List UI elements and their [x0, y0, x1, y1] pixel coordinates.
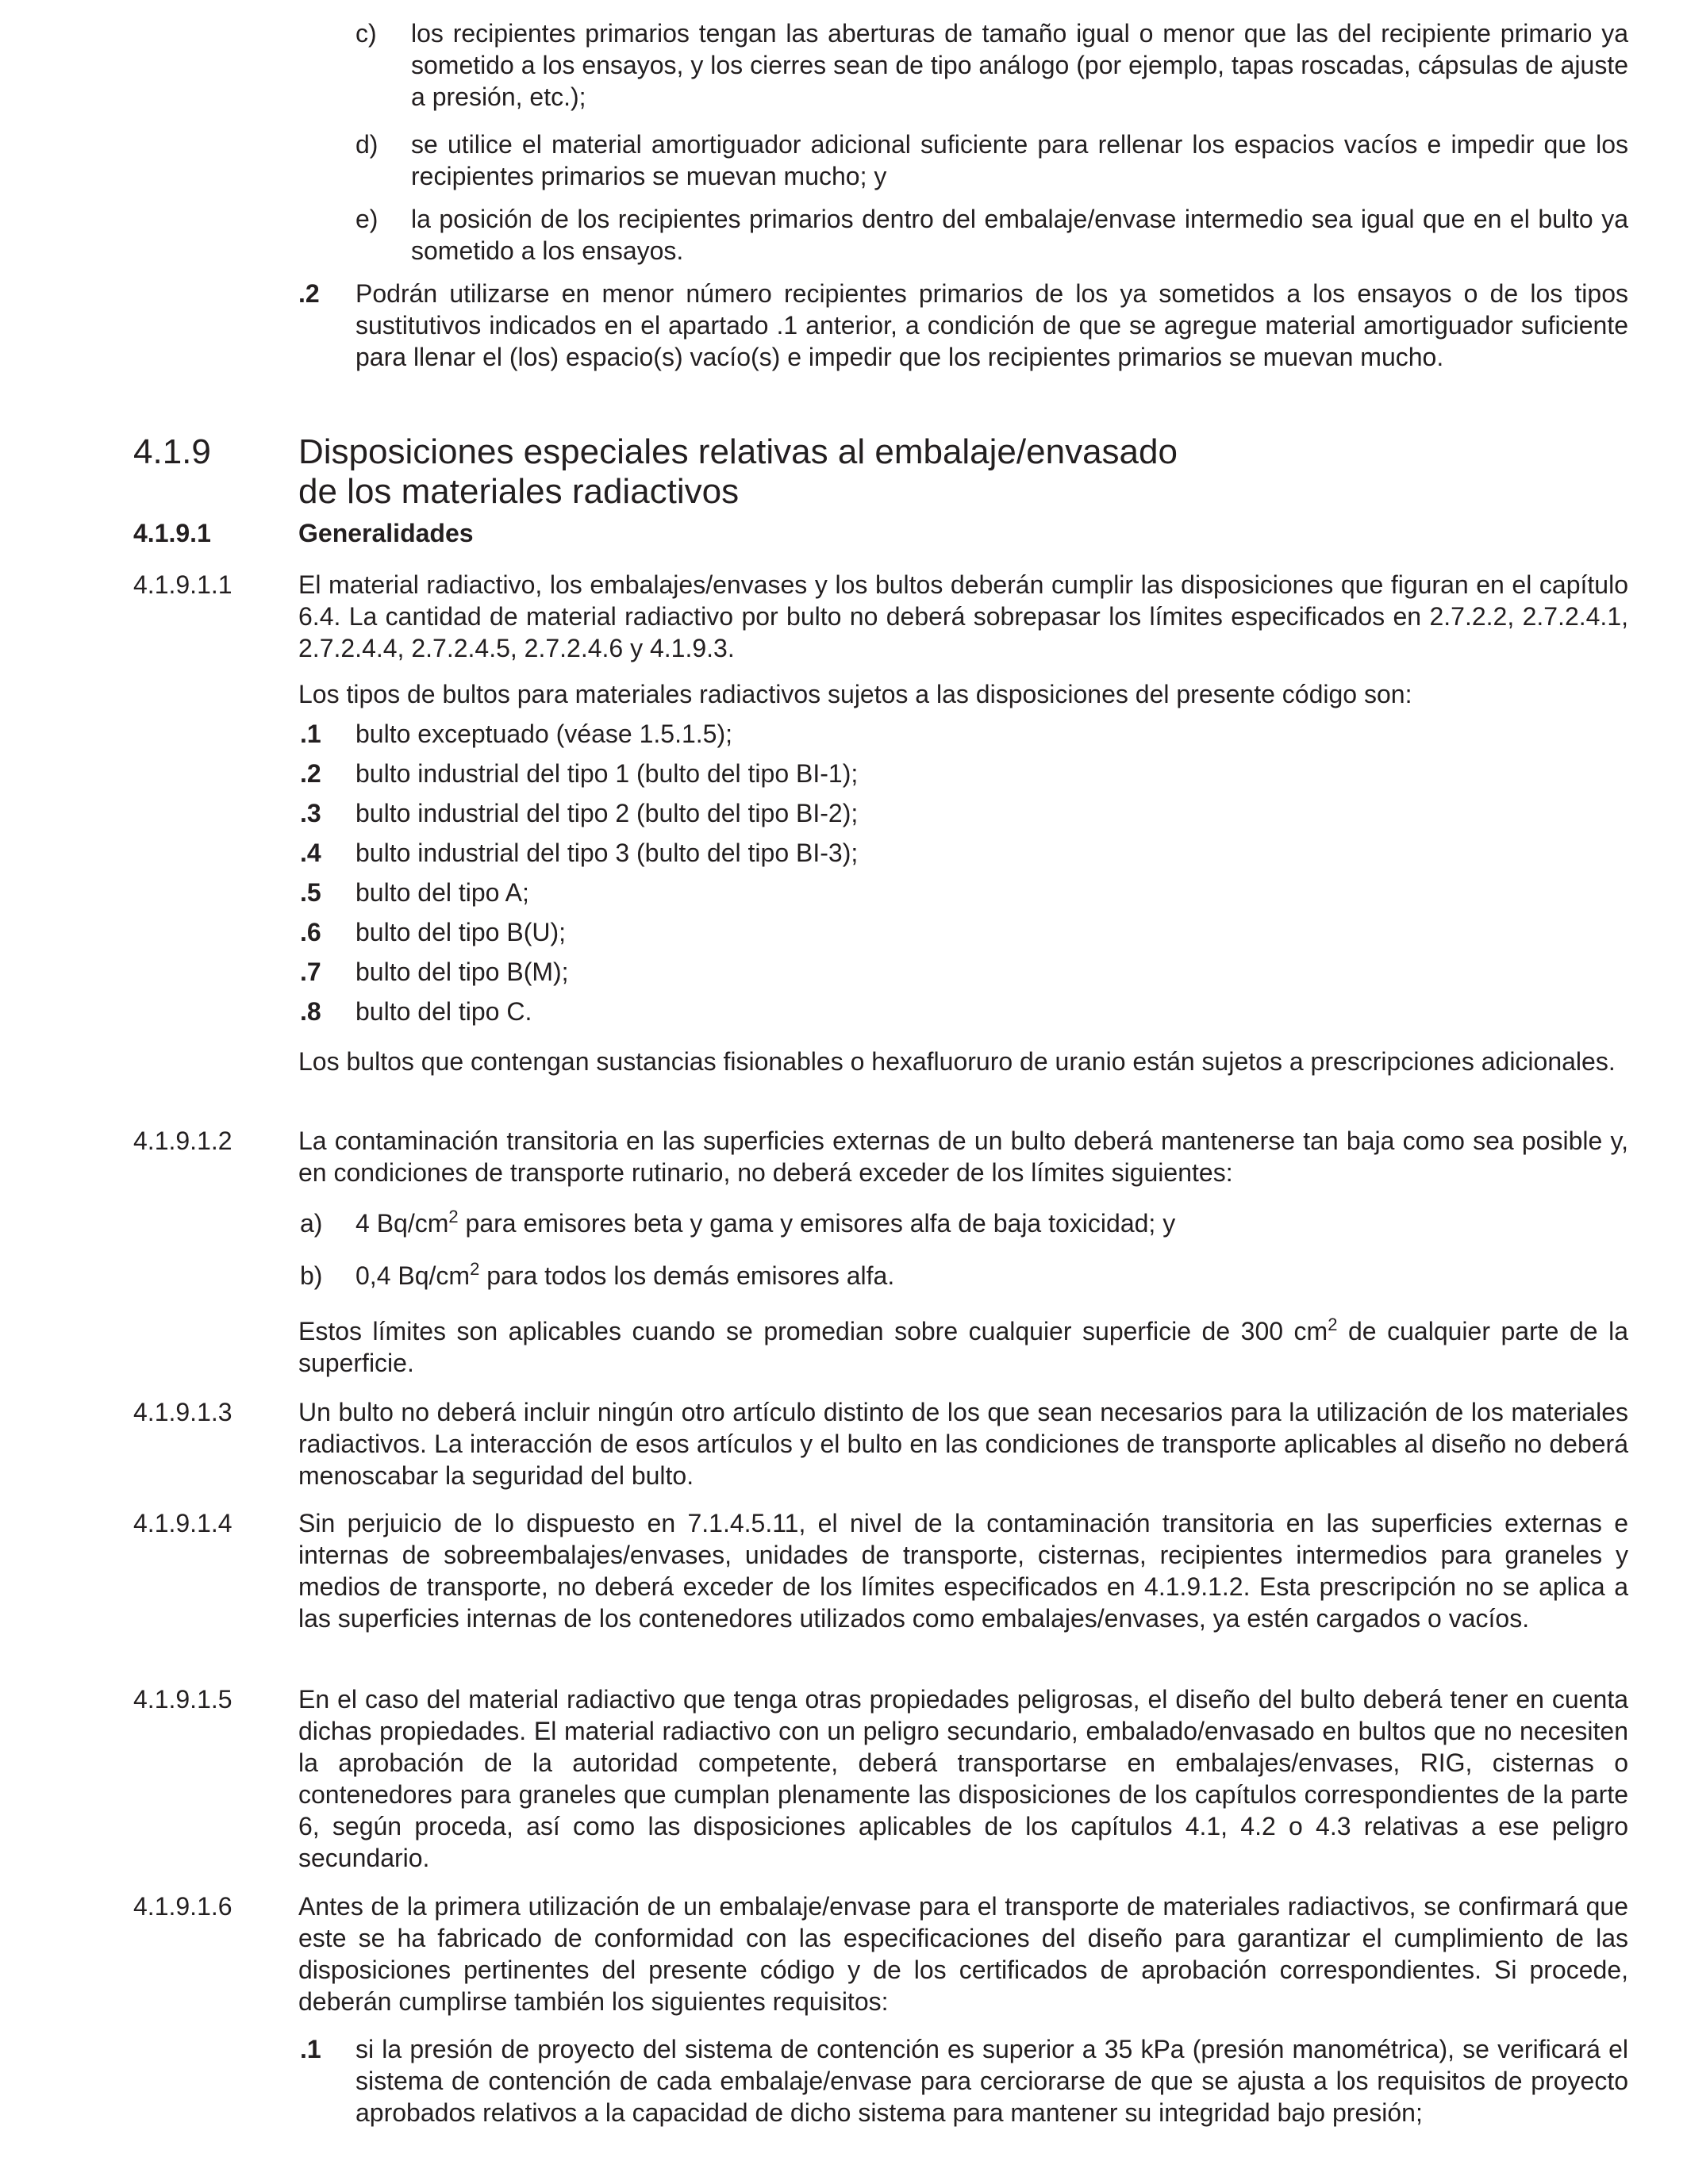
item-text: la posición de los recipientes primarios dentro del embalaje/envase intermedio sea igual que en el bulto ya sometido a los ensayos.: [411, 205, 1628, 265]
item-text: bulto del tipo A;: [355, 878, 529, 907]
superscript: 2: [448, 1207, 459, 1226]
superscript: 2: [470, 1259, 480, 1279]
item-text: si la presión de proyecto del sistema de contención es superior a 35 kPa (presión manométrica), se verificará el sistema de contención de cada embalaje/envase para cerciorarse de que se ajusta a los requisitos de proyecto aprobados relativos a la capacidad de dicho sistema para mantener su integridad bajo presión;: [355, 2035, 1628, 2127]
paragraph-text: Antes de la primera utilización de un embalaje/envase para el transporte de materiales radiactivos, se confirmará que este se ha fabricado de conformidad con las especificaciones del diseño para garantizar el cumplimiento de las disposiciones pertinentes del presente código y de los certificados de aprobación correspondientes. Si procede, deberán cumplirse también los siguientes requisitos:: [298, 1892, 1628, 2016]
section-title-line-2: de los materiales radiactivos: [298, 472, 740, 511]
paragraph-text: Los tipos de bultos para materiales radiactivos sujetos a las disposiciones del presente código son:: [298, 680, 1412, 708]
subsection-title: Generalidades: [298, 519, 474, 547]
item-text: bulto del tipo B(U);: [355, 918, 567, 946]
paragraph-number: 4.1.9.1.1: [133, 570, 232, 599]
item-text-pre: 0,4 Bq/cm: [355, 1261, 471, 1290]
item-text: [355, 1260, 1628, 1292]
item-marker: a): [300, 1209, 323, 1238]
item-marker: e): [355, 205, 379, 233]
item-text: bulto industrial del tipo 2 (bulto del tipo BI-2);: [355, 799, 859, 827]
item-marker: c): [355, 19, 377, 48]
paragraph-text: La contaminación transitoria en las superficies externas de un bulto deberá mantenerse tan baja como sea posible y, en condiciones de transporte rutinario, no deberá exceder de los límites siguientes:: [298, 1127, 1628, 1187]
item-text: bulto industrial del tipo 3 (bulto del tipo BI-3);: [355, 839, 859, 867]
paragraph-number: 4.1.9.1.6: [133, 1892, 232, 1921]
subsection-number: 4.1.9.1: [133, 519, 211, 547]
item-text-post: para emisores beta y gama y emisores alfa de baja toxicidad; y: [458, 1209, 1176, 1238]
item-marker: .7: [300, 958, 321, 986]
item-marker: .2: [298, 279, 320, 308]
paragraph-number: 4.1.9.1.4: [133, 1509, 232, 1537]
item-marker: .4: [300, 839, 321, 867]
paragraph-text: [298, 1315, 1628, 1379]
item-text: bulto industrial del tipo 1 (bulto del tipo BI-1);: [355, 759, 859, 788]
item-marker: .1: [300, 2035, 321, 2063]
section-title: [298, 432, 1628, 512]
item-text: se utilice el material amortiguador adicional suficiente para rellenar los espacios vacíos e impedir que los recipientes primarios se muevan mucho; y: [411, 130, 1628, 190]
item-marker: .6: [300, 918, 321, 946]
item-text: bulto exceptuado (véase 1.5.1.5);: [355, 720, 732, 748]
item-marker: .5: [300, 878, 321, 907]
item-marker: .8: [300, 997, 321, 1026]
paragraph-text: El material radiactivo, los embalajes/envases y los bultos deberán cumplir las disposiciones que figuran en el capítulo 6.4. La cantidad de material radiactivo por bulto no deberá sobrepasar los límites especificados en 2.7.2.2, 2.7.2.4.1, 2.7.2.4.4, 2.7.2.4.5, 2.7.2.4.6 y 4.1.9.3.: [298, 570, 1628, 662]
item-marker: d): [355, 130, 379, 159]
superscript: 2: [1328, 1315, 1338, 1334]
item-marker: .1: [300, 720, 321, 748]
note-pre: Estos límites son aplicables cuando se promedian sobre cualquier superficie de 300 cm: [298, 1317, 1328, 1345]
item-text: Podrán utilizarse en menor número recipientes primarios de los ya sometidos a los ensayos o de los tipos sustitutivos indicados en el apartado .1 anterior, a condición de que se agregue material amortiguador suficiente para llenar el (los) espacio(s) vacío(s) e impedir que los recipientes primarios se muevan mucho.: [355, 279, 1628, 371]
paragraph-text: En el caso del material radiactivo que tenga otras propiedades peligrosas, el diseño del bulto deberá tener en cuenta dichas propiedades. El material radiactivo con un peligro secundario, embalado/envasado en bultos que no necesiten la aprobación de la autoridad competente, deberá transportarse en embalajes/envases, RIG, cisternas o contenedores para graneles que cumplan plenamente las disposiciones de los capítulos correspondientes de la parte 6, según proceda, así como las disposiciones aplicables de los capítulos 4.1, 4.2 o 4.3 relativas a ese peligro secundario.: [298, 1685, 1628, 1872]
section-title-line-1: Disposiciones especiales relativas al embalaje/envasado: [298, 432, 1178, 471]
item-text-pre: 4 Bq/cm: [355, 1209, 449, 1238]
paragraph-number: 4.1.9.1.5: [133, 1685, 232, 1714]
item-text: [355, 1207, 1628, 1239]
item-marker: b): [300, 1261, 323, 1290]
paragraph-number: 4.1.9.1.3: [133, 1398, 232, 1426]
paragraph-text: Un bulto no deberá incluir ningún otro artículo distinto de los que sean necesarios para la utilización de los materiales radiactivos. La interacción de esos artículos y el bulto en las condiciones de transporte aplicables al diseño no deberá menoscabar la seguridad del bulto.: [298, 1398, 1628, 1490]
paragraph-number: 4.1.9.1.2: [133, 1127, 232, 1155]
item-text: los recipientes primarios tengan las aberturas de tamaño igual o menor que las del recipiente primario ya sometido a los ensayos, y los cierres sean de tipo análogo (por ejemplo, tapas roscadas, cápsulas de ajuste a presión, etc.);: [411, 19, 1628, 111]
item-text: bulto del tipo C.: [355, 997, 532, 1026]
section-number: 4.1.9: [133, 432, 211, 471]
paragraph-text: Sin perjuicio de lo dispuesto en 7.1.4.5.11, el nivel de la contaminación transitoria en las superficies externas e internas de sobreembalajes/envases, unidades de transporte, cisternas, recipientes intermedios para graneles y medios de transporte, no deberá exceder de los límites especificados en 4.1.9.1.2. Esta prescripción no se aplica a las superficies internas de los contenedores utilizados como embalajes/envases, ya estén cargados o vacíos.: [298, 1509, 1628, 1633]
item-marker: .3: [300, 799, 321, 827]
item-text: bulto del tipo B(M);: [355, 958, 569, 986]
item-text-post: para todos los demás emisores alfa.: [479, 1261, 895, 1290]
note-post: de cualquier parte de la superficie.: [298, 1317, 1629, 1377]
item-marker: .2: [300, 759, 321, 788]
paragraph-text: Los bultos que contengan sustancias fisionables o hexafluoruro de uranio están sujetos a prescripciones adicionales.: [298, 1047, 1616, 1076]
